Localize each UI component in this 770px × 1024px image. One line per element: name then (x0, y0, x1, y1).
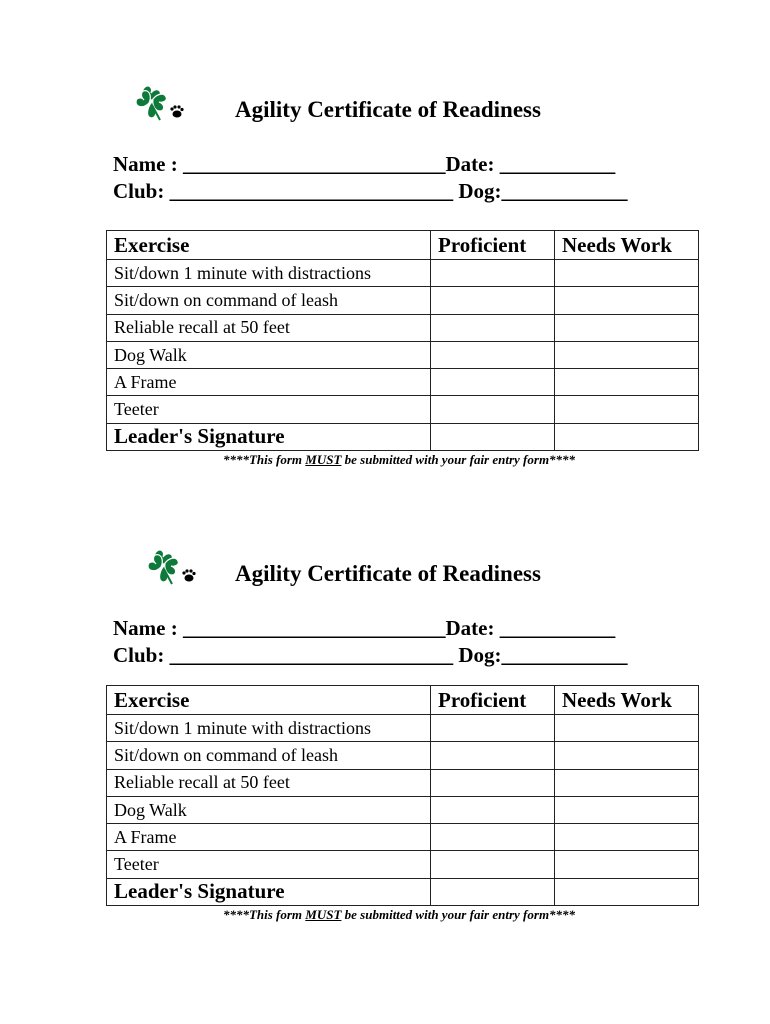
proficient-cell[interactable] (431, 715, 555, 742)
proficient-cell[interactable] (431, 851, 555, 878)
note-suffix: be submitted with your fair entry form**** (341, 452, 576, 467)
note-emphasis: MUST (305, 452, 342, 467)
needs-work-cell[interactable] (555, 341, 699, 368)
signature-row (107, 878, 699, 905)
needs-work-cell[interactable] (555, 851, 699, 878)
table-row (107, 260, 699, 287)
needs-work-cell[interactable] (555, 369, 699, 396)
table-row (107, 314, 699, 341)
signature-cell[interactable] (555, 423, 699, 450)
needs-work-cell[interactable] (555, 769, 699, 796)
proficient-cell[interactable] (431, 341, 555, 368)
club-dog-fields[interactable]: Club: ___________________________ Dog:____________ (113, 179, 628, 203)
proficient-cell[interactable] (431, 260, 555, 287)
exercise-name: Sit/down 1 minute with distractions (107, 715, 431, 742)
exercise-table (106, 685, 699, 906)
table-row (107, 715, 699, 742)
proficient-cell[interactable] (431, 796, 555, 823)
proficient-cell[interactable] (431, 314, 555, 341)
needs-work-cell[interactable] (555, 396, 699, 423)
proficient-cell[interactable] (431, 824, 555, 851)
table-row (107, 341, 699, 368)
club-dog-fields[interactable]: Club: ___________________________ Dog:____________ (113, 643, 628, 667)
exercise-name: A Frame (107, 369, 431, 396)
note-prefix: ****This form (222, 452, 306, 467)
exercise-name: Teeter (107, 851, 431, 878)
table-row (107, 824, 699, 851)
needs-work-cell[interactable] (555, 715, 699, 742)
note-prefix: ****This form (222, 907, 306, 922)
column-header-needs-work: Needs Work (555, 686, 699, 715)
table-row (107, 396, 699, 423)
proficient-cell[interactable] (431, 287, 555, 314)
exercise-name: Sit/down on command of leash (107, 742, 431, 769)
4h-clover-paw-icon (134, 82, 196, 126)
4h-clover-paw-icon (146, 546, 208, 590)
proficient-cell[interactable] (431, 769, 555, 796)
needs-work-cell[interactable] (555, 287, 699, 314)
column-header-proficient: Proficient (431, 686, 555, 715)
exercise-table (106, 230, 699, 451)
column-header-needs-work: Needs Work (555, 231, 699, 260)
table-row (107, 851, 699, 878)
proficient-cell[interactable] (431, 742, 555, 769)
name-date-fields[interactable]: Name : _________________________Date: ___________ (113, 152, 616, 176)
table-row (107, 769, 699, 796)
exercise-name: Reliable recall at 50 feet (107, 769, 431, 796)
table-row (107, 796, 699, 823)
table-row (107, 287, 699, 314)
needs-work-cell[interactable] (555, 824, 699, 851)
signature-row (107, 423, 699, 450)
exercise-name: A Frame (107, 824, 431, 851)
form-title: Agility Certificate of Readiness (235, 561, 541, 586)
signature-cell[interactable] (431, 423, 555, 450)
form-title: Agility Certificate of Readiness (235, 97, 541, 122)
note-suffix: be submitted with your fair entry form**** (341, 907, 576, 922)
exercise-name: Sit/down on command of leash (107, 287, 431, 314)
exercise-name: Teeter (107, 396, 431, 423)
column-header-exercise: Exercise (107, 231, 431, 260)
submission-note (0, 452, 770, 468)
signature-label: Leader's Signature (107, 878, 431, 905)
column-header-proficient: Proficient (431, 231, 555, 260)
table-header-row (107, 231, 699, 260)
needs-work-cell[interactable] (555, 742, 699, 769)
exercise-name: Dog Walk (107, 796, 431, 823)
signature-cell[interactable] (431, 878, 555, 905)
needs-work-cell[interactable] (555, 796, 699, 823)
note-emphasis: MUST (305, 907, 342, 922)
signature-cell[interactable] (555, 878, 699, 905)
exercise-name: Reliable recall at 50 feet (107, 314, 431, 341)
table-row (107, 369, 699, 396)
submission-note (0, 907, 770, 923)
proficient-cell[interactable] (431, 369, 555, 396)
exercise-name: Sit/down 1 minute with distractions (107, 260, 431, 287)
table-header-row (107, 686, 699, 715)
table-row (107, 742, 699, 769)
exercise-name: Dog Walk (107, 341, 431, 368)
needs-work-cell[interactable] (555, 314, 699, 341)
needs-work-cell[interactable] (555, 260, 699, 287)
name-date-fields[interactable]: Name : _________________________Date: ___________ (113, 616, 616, 640)
signature-label: Leader's Signature (107, 423, 431, 450)
column-header-exercise: Exercise (107, 686, 431, 715)
proficient-cell[interactable] (431, 396, 555, 423)
